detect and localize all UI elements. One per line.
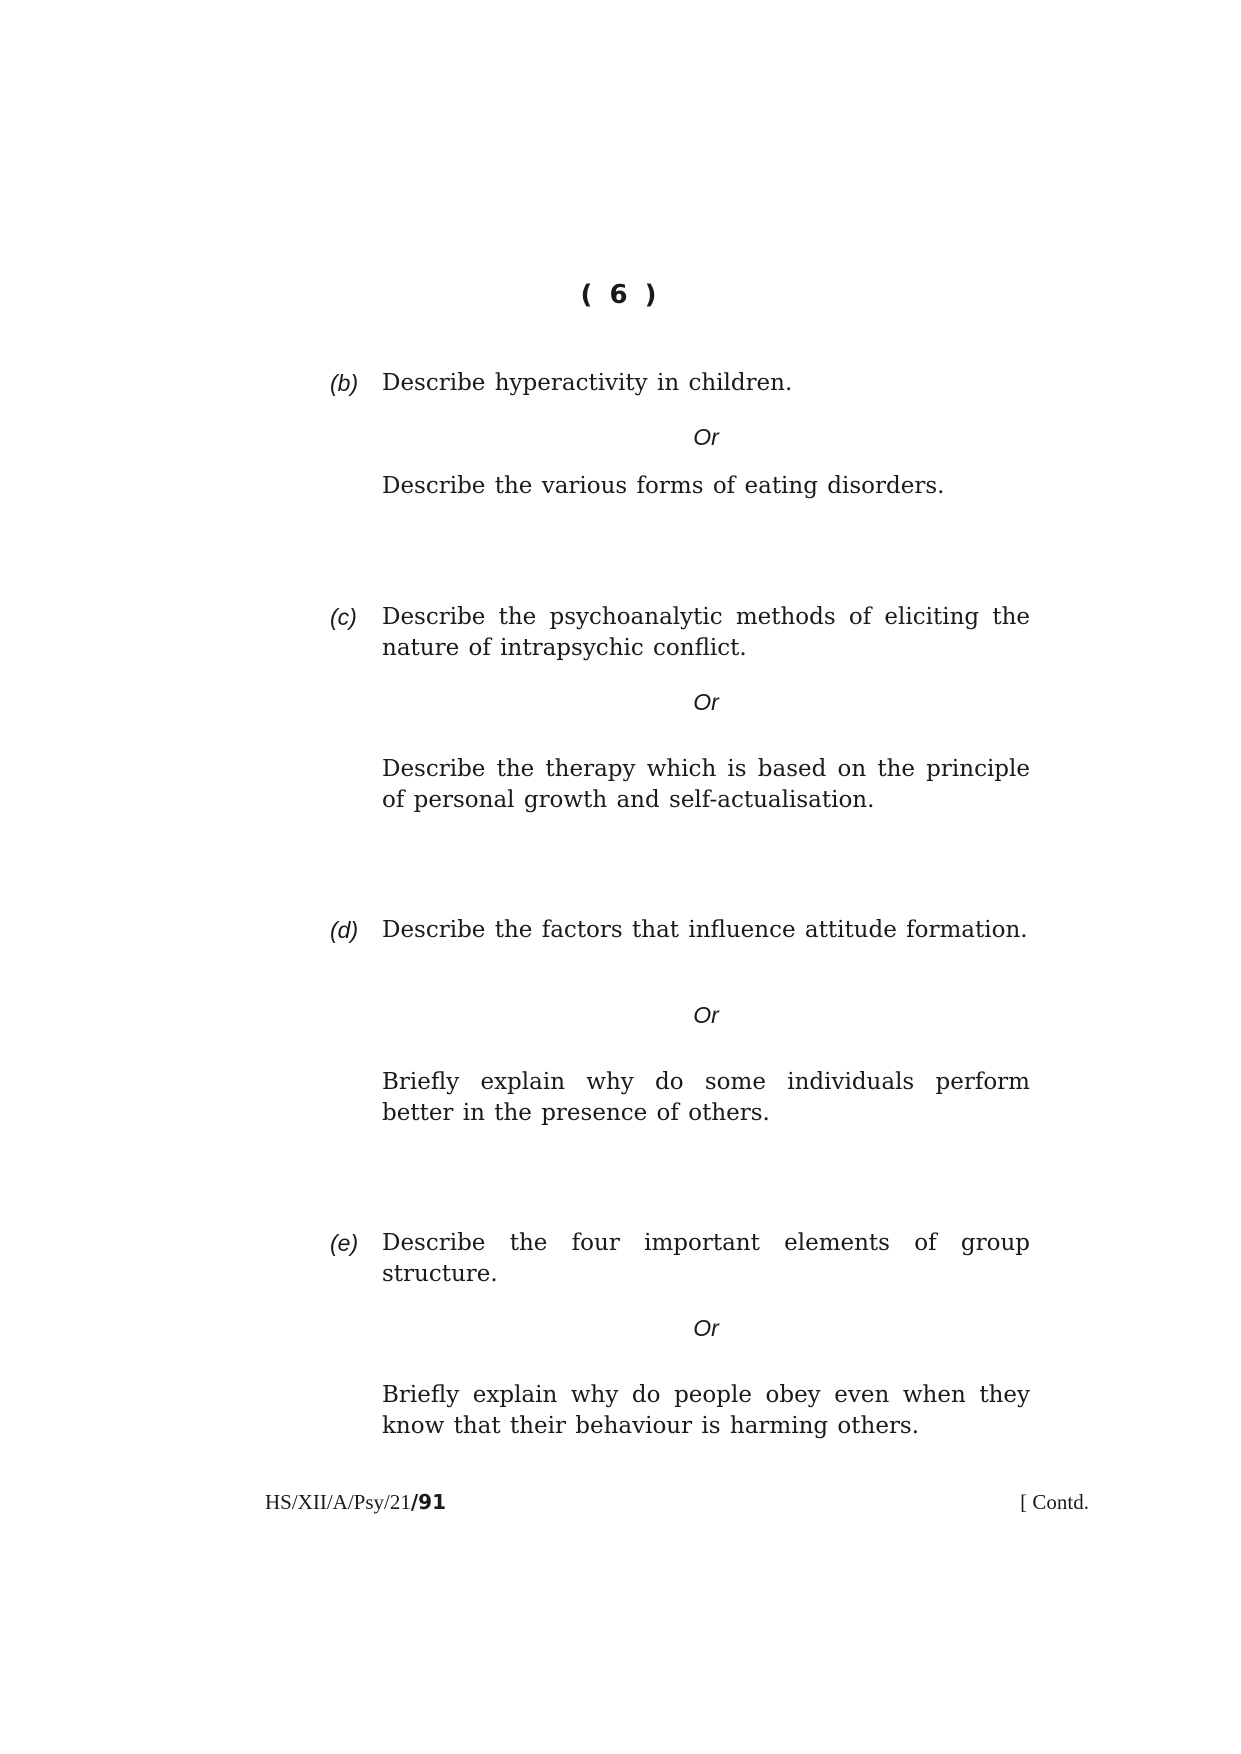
alternative-question-text: Describe the various forms of eating disorders.	[382, 473, 945, 499]
question-label: (e)	[330, 1230, 359, 1256]
question-label: (b)	[330, 370, 359, 396]
alternative-question-text: Describe the therapy which is based on the principle of personal growth and self-actualisation.	[382, 756, 1030, 813]
contd-marker: [ Contd.	[1020, 1490, 1089, 1514]
question-label: (c)	[330, 604, 357, 630]
question-text: Describe the psychoanalytic methods of eliciting the nature of intrapsychic conflict.	[382, 604, 1030, 661]
or-separator: Or	[693, 424, 719, 450]
question-text: Describe the factors that influence attitude formation.	[382, 917, 1028, 943]
alternative-question-text: Briefly explain why do some individuals perform better in the presence of others.	[382, 1069, 1030, 1126]
question-text: Describe the four important elements of group structure.	[382, 1230, 1030, 1287]
paper-code-suffix: /91	[410, 1490, 446, 1514]
question-text: Describe hyperactivity in children.	[382, 370, 793, 396]
page-number: ( 6 )	[580, 280, 661, 310]
paper-code	[265, 1490, 446, 1515]
or-separator: Or	[693, 1002, 719, 1028]
or-separator: Or	[693, 689, 719, 715]
question-label: (d)	[330, 917, 359, 943]
paper-code-prefix: HS/XII/A/Psy/21	[265, 1490, 411, 1514]
or-separator: Or	[693, 1315, 719, 1341]
alternative-question-text: Briefly explain why do people obey even when they know that their behaviour is harming others.	[382, 1382, 1030, 1439]
